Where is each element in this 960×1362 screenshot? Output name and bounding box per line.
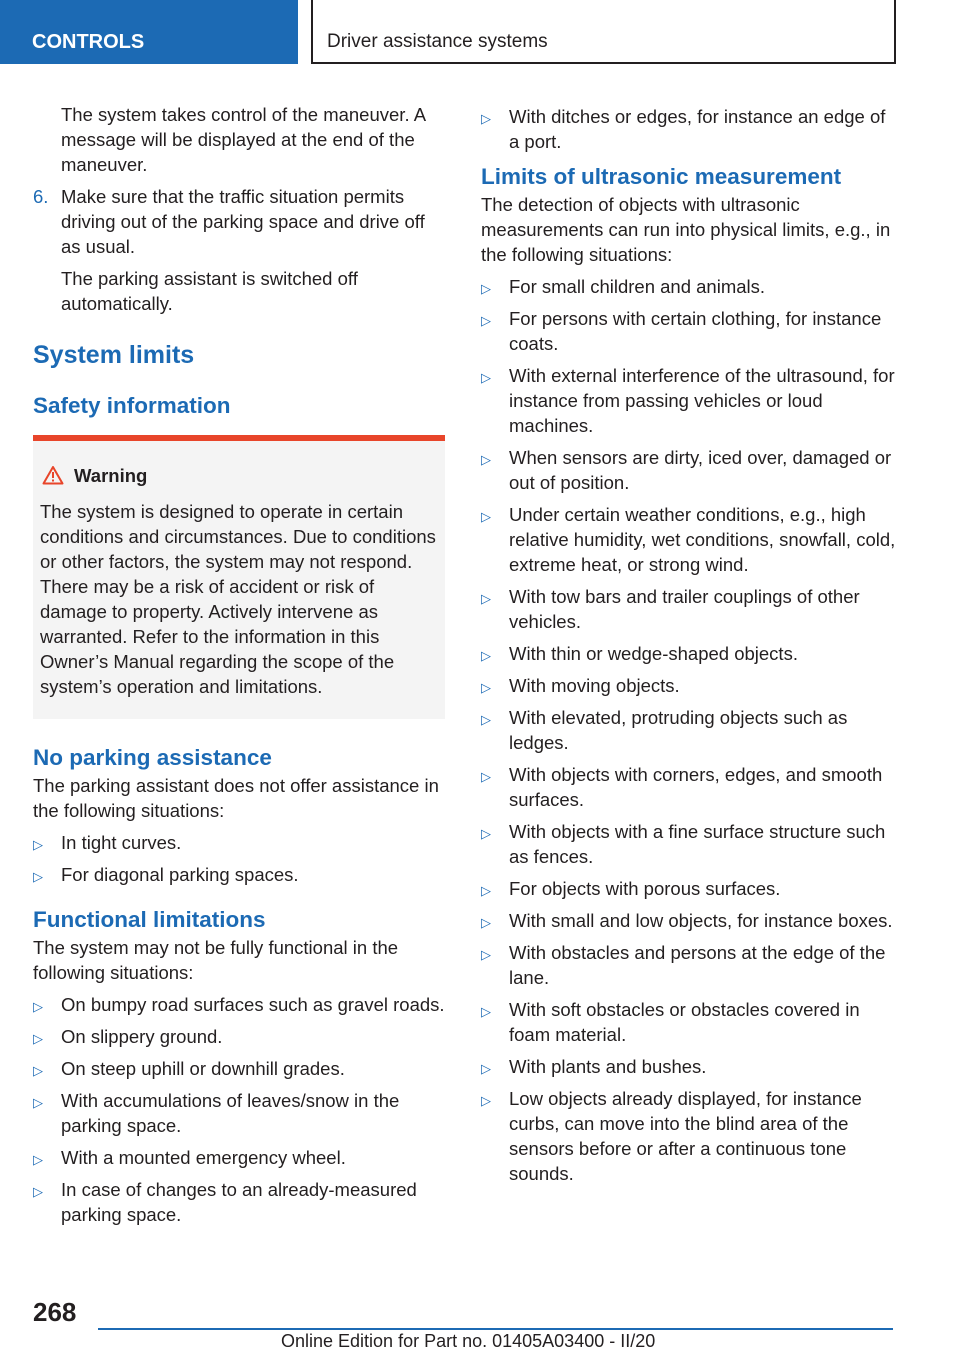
bullet-icon: ▷ bbox=[481, 947, 491, 962]
bullet-icon: ▷ bbox=[33, 1152, 43, 1167]
list-item: ▷ With soft obstacles or obstacles covered in foam material. bbox=[481, 999, 860, 1045]
bullet-icon: ▷ bbox=[481, 680, 491, 695]
list-item: ▷ On bumpy road surfaces such as gravel roads. bbox=[33, 992, 445, 1017]
bullet-icon: ▷ bbox=[481, 591, 491, 606]
warning-triangle-icon bbox=[42, 465, 64, 491]
safety-information-heading: Safety information bbox=[33, 393, 231, 418]
list-item: ▷ For diagonal parking spaces. bbox=[33, 862, 445, 887]
list-item: ▷ Under certain weather conditions, e.g., high relative humidity, wet conditions, snowfall, cold, extreme heat, or strong wind. bbox=[481, 504, 896, 575]
bullet-icon: ▷ bbox=[481, 111, 491, 126]
bullet-icon: ▷ bbox=[481, 1004, 491, 1019]
bullet-icon: ▷ bbox=[481, 883, 491, 898]
warning-box bbox=[33, 435, 445, 719]
list-item: ▷ With objects with corners, edges, and smooth surfaces. bbox=[481, 764, 883, 810]
list-item: ▷ With elevated, protruding objects such as ledges. bbox=[481, 707, 848, 753]
list-item: ▷ For small children and animals. bbox=[481, 274, 897, 299]
step-number: 6. bbox=[33, 186, 49, 207]
right-column bbox=[481, 102, 897, 1193]
list-item: ▷ With obstacles and persons at the edge of the lane. bbox=[481, 942, 886, 988]
list-item: ▷ When sensors are dirty, iced over, damaged or out of position. bbox=[481, 447, 892, 493]
list-item: ▷ In case of changes to an already-measured parking space. bbox=[33, 1179, 417, 1225]
bullet-icon: ▷ bbox=[481, 826, 491, 841]
bullet-icon: ▷ bbox=[33, 869, 43, 884]
intro-paragraph: The system takes control of the maneuver. A message will be displayed at the end of the maneuver. bbox=[61, 104, 426, 175]
bullet-icon: ▷ bbox=[33, 837, 43, 852]
list-item: ▷ With ditches or edges, for instance an edge of a port. bbox=[481, 106, 886, 152]
edition-text: Online Edition for Part no. 01405A03400 - II/20 bbox=[281, 1331, 656, 1351]
no-parking-list bbox=[33, 830, 445, 887]
functional-intro: The system may not be fully functional in the following situations: bbox=[33, 937, 399, 983]
page-header bbox=[0, 0, 960, 64]
list-item: ▷ With external interference of the ultrasound, for instance from passing vehicles or loud machines. bbox=[481, 365, 895, 436]
bullet-icon: ▷ bbox=[33, 1184, 43, 1199]
bullet-icon: ▷ bbox=[481, 769, 491, 784]
bullet-icon: ▷ bbox=[33, 1031, 43, 1046]
bullet-icon: ▷ bbox=[481, 712, 491, 727]
step-text: Make sure that the traffic situation permits driving out of the parking space and drive off as usual. bbox=[61, 186, 425, 257]
bullet-icon: ▷ bbox=[481, 915, 491, 930]
list-item: ▷ For persons with certain clothing, for instance coats. bbox=[481, 308, 882, 354]
functional-limitations-heading: Functional limitations bbox=[33, 907, 266, 932]
bullet-icon: ▷ bbox=[481, 1061, 491, 1076]
bullet-icon: ▷ bbox=[481, 313, 491, 328]
list-item: ▷ On steep uphill or downhill grades. bbox=[33, 1056, 445, 1081]
list-item: ▷ With a mounted emergency wheel. bbox=[33, 1145, 445, 1170]
bullet-icon: ▷ bbox=[481, 452, 491, 467]
ultrasonic-limits-heading: Limits of ultrasonic measurement bbox=[481, 164, 842, 189]
warning-title: Warning bbox=[74, 465, 148, 486]
bullet-icon: ▷ bbox=[33, 999, 43, 1014]
list-item: ▷ On slippery ground. bbox=[33, 1024, 445, 1049]
list-item: ▷ Low objects already displayed, for instance curbs, can move into the blind area of the sensors before or after a continuous tone sounds. bbox=[481, 1088, 862, 1184]
edges-list bbox=[481, 104, 897, 154]
list-item: ▷ With plants and bushes. bbox=[481, 1054, 897, 1079]
no-parking-intro: The parking assistant does not offer assistance in the following situations: bbox=[33, 775, 439, 821]
bullet-icon: ▷ bbox=[33, 1095, 43, 1110]
list-item: ▷ With objects with a fine surface structure such as fences. bbox=[481, 821, 886, 867]
page-number: 268 bbox=[33, 1297, 77, 1327]
bullet-icon: ▷ bbox=[481, 509, 491, 524]
footer-divider bbox=[98, 1328, 893, 1330]
list-item: ▷ With accumulations of leaves/snow in the parking space. bbox=[33, 1090, 400, 1136]
bullet-icon: ▷ bbox=[481, 281, 491, 296]
list-item: ▷ In tight curves. bbox=[33, 830, 445, 855]
bullet-icon: ▷ bbox=[481, 648, 491, 663]
system-limits-heading: System limits bbox=[33, 341, 195, 369]
list-item: ▷ With thin or wedge-shaped objects. bbox=[481, 641, 897, 666]
bullet-icon: ▷ bbox=[481, 1093, 491, 1108]
list-item: ▷ With tow bars and trailer couplings of other vehicles. bbox=[481, 586, 860, 632]
list-item: ▷ With small and low objects, for instance boxes. bbox=[481, 908, 897, 933]
ultrasonic-list bbox=[481, 274, 897, 1186]
chapter-title: Driver assistance systems bbox=[311, 0, 896, 64]
functional-list bbox=[33, 992, 445, 1227]
step-note: The parking assistant is switched off automatically. bbox=[61, 268, 358, 314]
list-item: ▷ For objects with porous surfaces. bbox=[481, 876, 897, 901]
step-6 bbox=[33, 184, 445, 259]
warning-title-row bbox=[42, 463, 437, 491]
left-column bbox=[33, 102, 445, 1234]
list-item: ▷ With moving objects. bbox=[481, 673, 897, 698]
no-parking-assistance-heading: No parking assistance bbox=[33, 745, 272, 770]
bullet-icon: ▷ bbox=[481, 370, 491, 385]
ultrasonic-intro: The detection of objects with ultrasonic measurements can run into physical limits, e.g., in the following situations: bbox=[481, 194, 891, 265]
section-tab: CONTROLS bbox=[0, 0, 298, 64]
warning-text: The system is designed to operate in certain conditions and circumstances. Due to conditions or other factors, the system may not respond. There may be a risk of accident or risk of damage to property. Actively intervene as warranted. Refer to the information in this Owner’s Manual regarding the scope of the system’s operation and limitations. bbox=[40, 501, 436, 697]
bullet-icon: ▷ bbox=[33, 1063, 43, 1078]
